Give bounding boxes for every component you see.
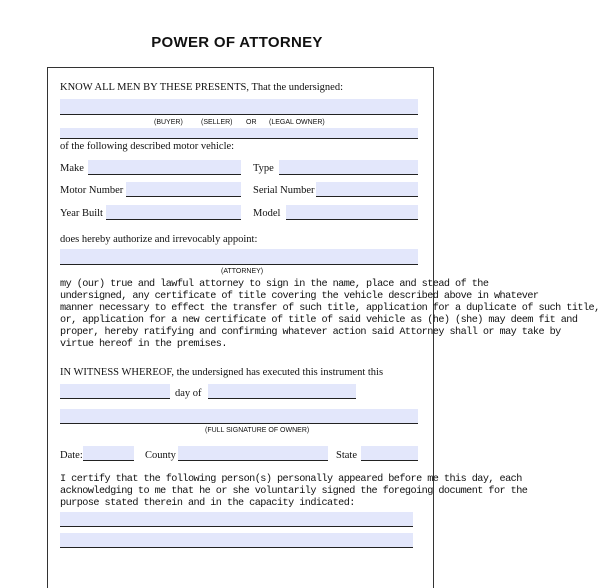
vehicle-intro-text: of the following described motor vehicle: (60, 141, 235, 152)
day-field[interactable] (60, 384, 170, 399)
certify-line-1: I certify that the following person(s) personally appeared before me this day, each (60, 474, 522, 485)
owner-signature-field[interactable] (60, 409, 418, 424)
owner-name-field[interactable] (60, 99, 418, 115)
authority-line-3: manner necessary to effect the transfer of such title, application for a duplicate of such title, (60, 303, 600, 314)
authority-line-2: undersigned, any certificate of title covering the vehicle described above in whatever (60, 291, 539, 302)
serial-number-label: Serial Number (253, 185, 315, 196)
intro-text: KNOW ALL MEN BY THESE PRESENTS, That the undersigned: (60, 82, 344, 93)
motor-number-label: Motor Number (60, 185, 124, 196)
year-built-label: Year Built (60, 208, 103, 219)
authority-line-1: my (our) true and lawful attorney to sign in the name, place and stead of the (60, 279, 489, 290)
state-field[interactable] (361, 446, 418, 461)
year-built-field[interactable] (106, 205, 241, 220)
buyer-label: (BUYER) (154, 119, 183, 126)
appeared-person-field-2[interactable] (60, 533, 413, 548)
day-of-label: day of (175, 388, 202, 399)
appoint-text: does hereby authorize and irrevocably appoint: (60, 234, 258, 245)
date-field[interactable] (83, 446, 134, 461)
certify-line-2: acknowledging to me that he or she voluntarily signed the foregoing document for the (60, 486, 528, 497)
legal-owner-label: (LEGAL OWNER) (269, 119, 325, 126)
appeared-person-field-1[interactable] (60, 512, 413, 527)
owner-address-field[interactable] (60, 128, 418, 139)
county-field[interactable] (178, 446, 328, 461)
serial-number-field[interactable] (316, 182, 418, 197)
state-label: State (336, 450, 357, 461)
date-label: Date: (60, 450, 83, 461)
make-label: Make (60, 163, 84, 174)
make-field[interactable] (88, 160, 241, 175)
model-field[interactable] (286, 205, 418, 220)
attorney-name-field[interactable] (60, 249, 418, 265)
witness-text: IN WITNESS WHEREOF, the undersigned has executed this instrument this (60, 367, 384, 378)
signature-label: (FULL SIGNATURE OF OWNER) (205, 427, 310, 434)
page-title: POWER OF ATTORNEY (151, 34, 323, 51)
attorney-label: (ATTORNEY) (221, 268, 264, 275)
motor-number-field[interactable] (126, 182, 241, 197)
authority-line-6: virtue hereof in the premises. (60, 339, 227, 350)
type-label: Type (253, 163, 274, 174)
county-label: County (145, 450, 176, 461)
seller-label: (SELLER) (201, 119, 233, 126)
model-label: Model (253, 208, 281, 219)
type-field[interactable] (279, 160, 418, 175)
month-year-field[interactable] (208, 384, 356, 399)
certify-line-3: purpose stated therein and in the capacity indicated: (60, 498, 355, 509)
authority-line-4: or, application for a new certificate of title of said vehicle as (he) (she) may deem fit and (60, 315, 578, 326)
or-label: OR (246, 119, 257, 126)
authority-line-5: proper, hereby ratifying and confirming whatever action said Attorney shall or may take by (60, 327, 561, 338)
